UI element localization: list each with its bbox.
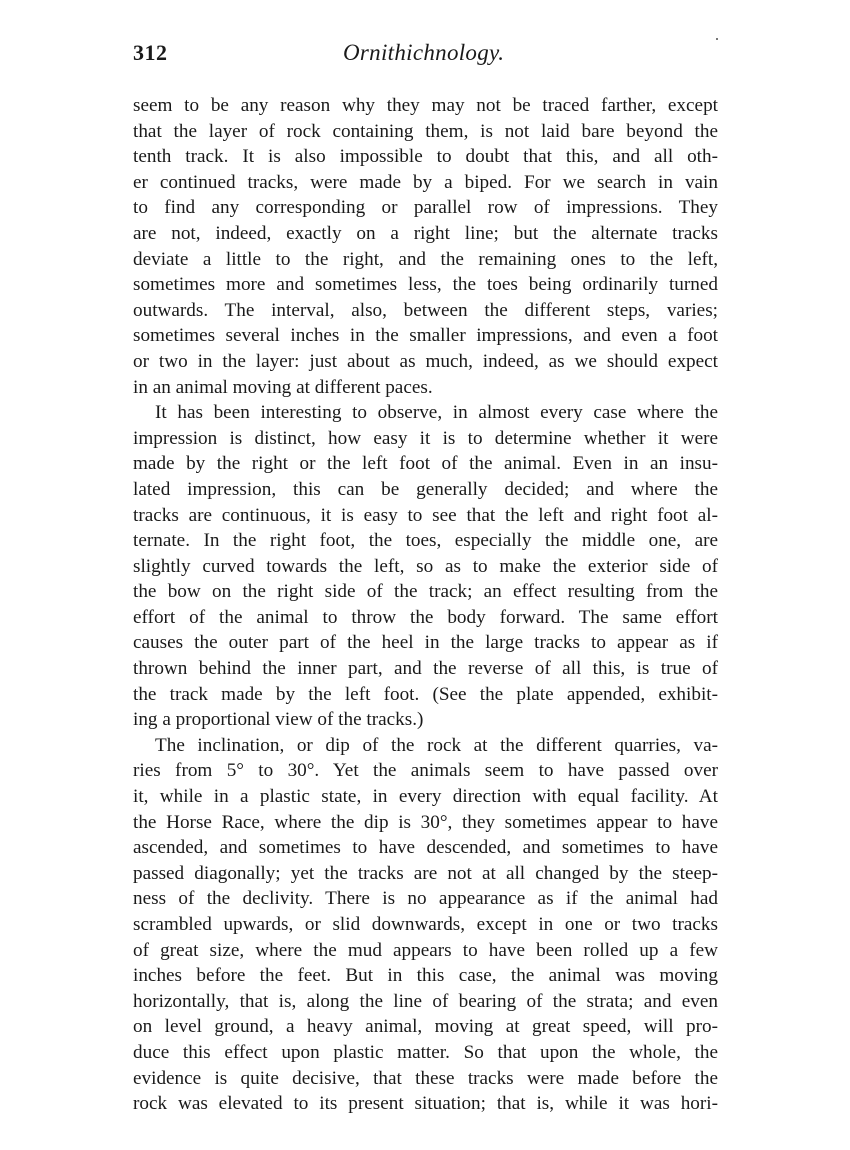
text-line: sometimes several inches in the smaller impressions, and even a foot bbox=[133, 325, 718, 347]
paragraph-start-line: The inclination, or dip of the rock at the different quarries, va- bbox=[155, 734, 718, 756]
text-line: or two in the layer: just about as much, indeed, as we should expect bbox=[133, 350, 718, 372]
text-line: evidence is quite decisive, that these tracks were made before the bbox=[133, 1067, 718, 1089]
text-line: horizontally, that is, along the line of bearing of the strata; and even bbox=[133, 990, 718, 1012]
text-line: impression is distinct, how easy it is to determine whether it were bbox=[133, 427, 718, 449]
text-line: sometimes more and sometimes less, the toes being ordinarily turned bbox=[133, 274, 718, 296]
text-line: er continued tracks, were made by a biped. For we search in vain bbox=[133, 171, 718, 193]
text-line: tracks are continuous, it is easy to see that the left and right foot al- bbox=[133, 504, 718, 526]
text-line: the track made by the left foot. (See the plate appended, exhibit- bbox=[133, 683, 718, 705]
running-header bbox=[133, 40, 718, 74]
text-line: effort of the animal to throw the body forward. The same effort bbox=[133, 606, 718, 628]
text-line: outwards. The interval, also, between the different steps, varies; bbox=[133, 299, 718, 321]
text-line: lated impression, this can be generally decided; and where the bbox=[133, 478, 718, 500]
text-line: the bow on the right side of the track; an effect resulting from the bbox=[133, 581, 718, 603]
body-text bbox=[133, 93, 718, 1117]
text-line: of great size, where the mud appears to have been rolled up a few bbox=[133, 939, 718, 961]
text-line: on level ground, a heavy animal, moving at great speed, will pro- bbox=[133, 1016, 718, 1038]
text-line: seem to be any reason why they may not be traced farther, except bbox=[133, 95, 718, 116]
text-line: to find any corresponding or parallel row of impressions. They bbox=[133, 197, 718, 219]
text-line: causes the outer part of the heel in the large tracks to appear as if bbox=[133, 632, 718, 654]
text-line: inches before the feet. But in this case, the animal was moving bbox=[133, 965, 718, 987]
paragraph-end-line: in an animal moving at different paces. bbox=[133, 376, 433, 398]
text-line: ries from 5° to 30°. Yet the animals seem to have passed over bbox=[133, 760, 718, 782]
text-line: ascended, and sometimes to have descended, and sometimes to have bbox=[133, 837, 718, 859]
paragraph-end-line: ing a proportional view of the tracks.) bbox=[133, 709, 424, 731]
text-line: are not, indeed, exactly on a right line; but the alternate tracks bbox=[133, 222, 718, 244]
page-number: 312 bbox=[133, 40, 168, 65]
text-line: made by the right or the left foot of the animal. Even in an insu- bbox=[133, 453, 718, 475]
text-line: the Horse Race, where the dip is 30°, they sometimes appear to have bbox=[133, 811, 718, 833]
text-line: duce this effect upon plastic matter. So that upon the whole, the bbox=[133, 1041, 718, 1063]
text-line: deviate a little to the right, and the remaining ones to the left, bbox=[133, 248, 718, 270]
text-line: tenth track. It is also impossible to doubt that this, and all oth- bbox=[133, 146, 718, 168]
text-line: thrown behind the inner part, and the reverse of all this, is true of bbox=[133, 658, 718, 680]
text-line: slightly curved towards the left, so as to make the exterior side of bbox=[133, 555, 718, 577]
text-line: that the layer of rock containing them, is not laid bare beyond the bbox=[133, 120, 718, 142]
text-line: ness of the declivity. There is no appearance as if the animal had bbox=[133, 888, 718, 910]
text-line: scrambled upwards, or slid downwards, except in one or two tracks bbox=[133, 914, 718, 935]
text-line: ternate. In the right foot, the toes, especially the middle one, are bbox=[133, 530, 718, 552]
text-line: passed diagonally; yet the tracks are not at all changed by the steep- bbox=[133, 862, 718, 884]
text-line: rock was elevated to its present situation; that is, while it was hori- bbox=[133, 1093, 718, 1115]
paragraph-start-line: It has been interesting to observe, in almost every case where the bbox=[155, 402, 718, 424]
running-title: Ornithichnology. bbox=[343, 40, 505, 65]
text-line: it, while in a plastic state, in every direction with equal facility. At bbox=[133, 786, 718, 808]
